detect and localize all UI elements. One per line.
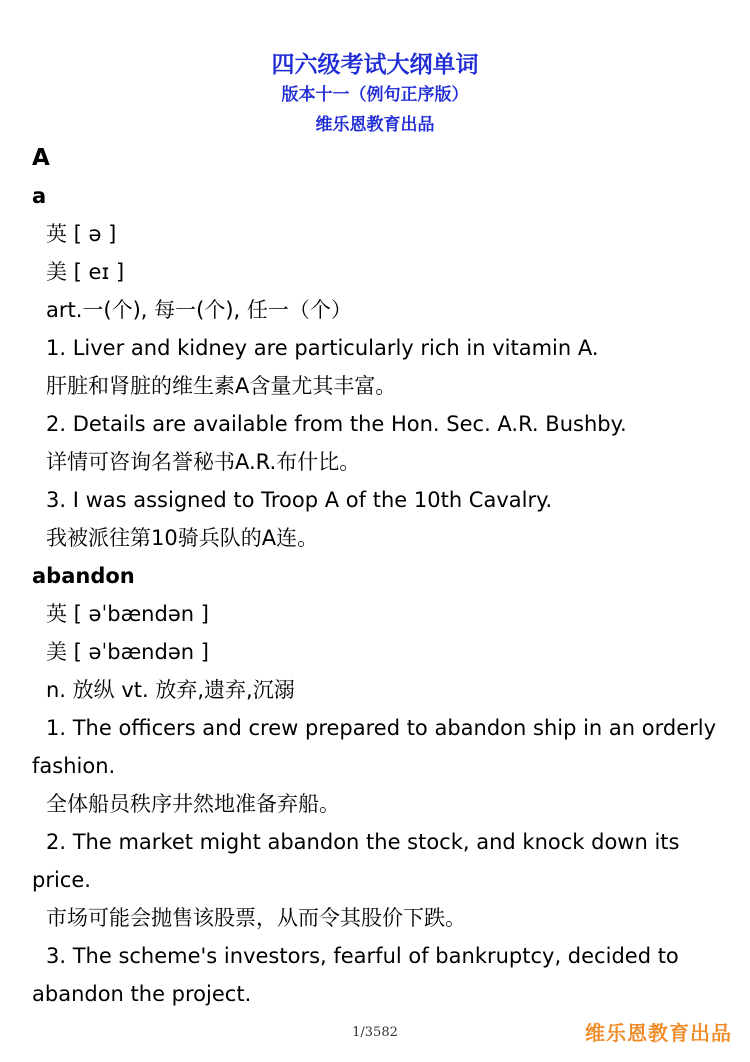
example-en: 2. Details are available from the Hon. Sec. A.R. Bushby. — [46, 412, 627, 436]
example-en: 3. The scheme's investors, fearful of bankruptcy, decided to abandon the project. — [32, 944, 679, 1006]
example-en: 1. Liver and kidney are particularly rich in vitamin A. — [46, 336, 599, 360]
uk-pronunciation: 英 [ ə ] — [46, 222, 117, 246]
document-subtitle: 版本十一（例句正序版） — [281, 85, 469, 105]
us-pronunciation: 美 [ eɪ ] — [46, 260, 125, 284]
example-en: 2. The market might abandon the stock, and knock down its price. — [32, 830, 680, 892]
uk-pronunciation: 英 [ əˈbændən ] — [46, 602, 209, 626]
vocab-entry — [32, 557, 722, 1013]
document-title: 四六级考试大纲单词 — [271, 52, 479, 78]
entry-headword: abandon — [32, 564, 135, 588]
entry-headword: a — [32, 184, 47, 208]
page-number: 1/3582 — [352, 1025, 398, 1040]
definition: art.一(个), 每一(个), 任一（个） — [46, 298, 352, 322]
example-zh: 全体船员秩序井然地准备弃船。 — [46, 792, 340, 816]
example-en: 1. The officers and crew prepared to abandon ship in an orderly fashion. — [32, 716, 717, 778]
vocabulary-content — [32, 139, 722, 1013]
example-zh: 详情可咨询名誉秘书A.R.布什比。 — [46, 450, 361, 474]
example-zh: 肝脏和肾脏的维生素A含量尤其丰富。 — [46, 374, 397, 398]
example-zh: 市场可能会抛售该股票，从而令其股价下跌。 — [46, 906, 466, 930]
us-pronunciation: 美 [ əˈbændən ] — [46, 640, 209, 664]
section-letter: A — [32, 145, 50, 171]
example-en: 3. I was assigned to Troop A of the 10th Cavalry. — [46, 488, 553, 512]
vocab-entry — [32, 177, 722, 557]
watermark-logo: 维乐恩教育出品 — [585, 1021, 732, 1045]
example-zh: 我被派往第10骑兵队的A连。 — [46, 526, 319, 550]
definition: n. 放纵 vt. 放弃,遗弃,沉溺 — [46, 678, 295, 702]
document-publisher: 维乐恩教育出品 — [315, 115, 435, 135]
